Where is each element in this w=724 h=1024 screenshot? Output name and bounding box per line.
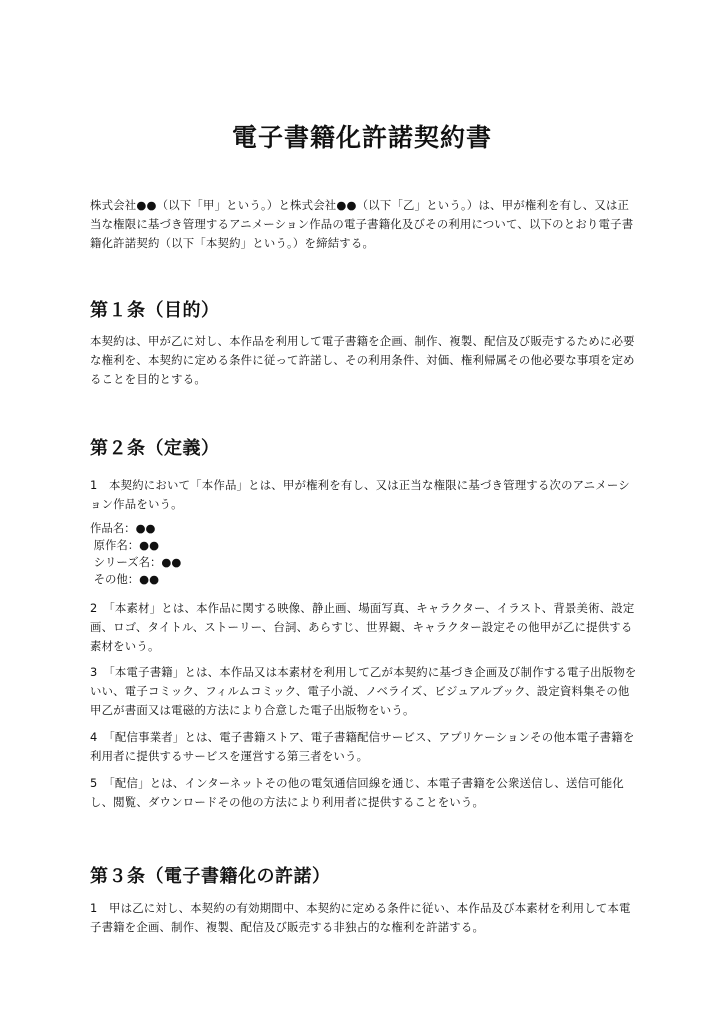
article-2-item-3: 3 「本電子書籍」とは、本作品又は本素材を利用して乙が本契約に基づき企画及び制作する電子出版物をいい、電子コミック、フィルムコミック、電子小説、ノベライズ、ビジュアルブック、設定資料集その他甲乙が書面又は電磁的方法により合意した電子出版物をいう。 [90, 665, 637, 717]
work-field-other: その他：●● [90, 572, 160, 586]
document-title: 電子書籍化許諾契約書 [231, 123, 492, 152]
preamble-paragraph: 株式会社●●（以下「甲」という。）と株式会社●●（以下「乙」という。）は、甲が権利を有し、又は正当な権限に基づき管理するアニメーション作品の電子書籍化及びその利用について、以下のとおり電子書籍化許諾契約（以下「本契約」という。）を締結する。 [90, 198, 634, 250]
article-2-heading: 第２条（定義） [90, 438, 220, 459]
article-2-item-1: 1 本契約において「本作品」とは、甲が権利を有し、又は正当な権限に基づき管理する次のアニメーション作品をいう。 [90, 478, 630, 511]
work-fields-list [90, 520, 638, 588]
article-2-item-4: 4 「配信事業者」とは、電子書籍ストア、電子書籍配信サービス、アプリケーションその他本電子書籍を利用者に提供するサービスを運営する第三者をいう。 [90, 730, 635, 763]
work-field-original: 原作名：●● [90, 538, 160, 552]
work-field-series: シリーズ名：●● [90, 555, 182, 569]
article-3-item-1: 1 甲は乙に対し、本契約の有効期間中、本契約に定める条件に従い、本作品及び本素材を利用して本電子書籍を企画、制作、複製、配信及び販売する非独占的な権利を許諾する。 [90, 901, 631, 934]
article-3-heading: 第３条（電子書籍化の許諾） [90, 866, 331, 887]
article-2-item-2: 2 「本素材」とは、本作品に関する映像、静止画、場面写真、キャラクター、イラスト、背景美術、設定画、ロゴ、タイトル、ストーリー、台詞、あらすじ、世界観、キャラクター設定その他甲が乙に提供する素材をいう。 [90, 601, 635, 653]
article-1-body: 本契約は、甲が乙に対し、本作品を利用して電子書籍を企画、制作、複製、配信及び販売するために必要な権利を、本契約に定める条件に従って許諾し、その利用条件、対価、権利帰属その他必要な事項を定めることを目的とする。 [90, 334, 635, 386]
work-field-title: 作品名：●● [90, 521, 156, 535]
article-2-item-5: 5 「配信」とは、インターネットその他の電気通信回線を通じ、本電子書籍を公衆送信し、送信可能化し、閲覧、ダウンロードその他の方法により利用者に提供することをいう。 [90, 776, 624, 809]
article-1-heading: 第１条（目的） [90, 300, 220, 321]
